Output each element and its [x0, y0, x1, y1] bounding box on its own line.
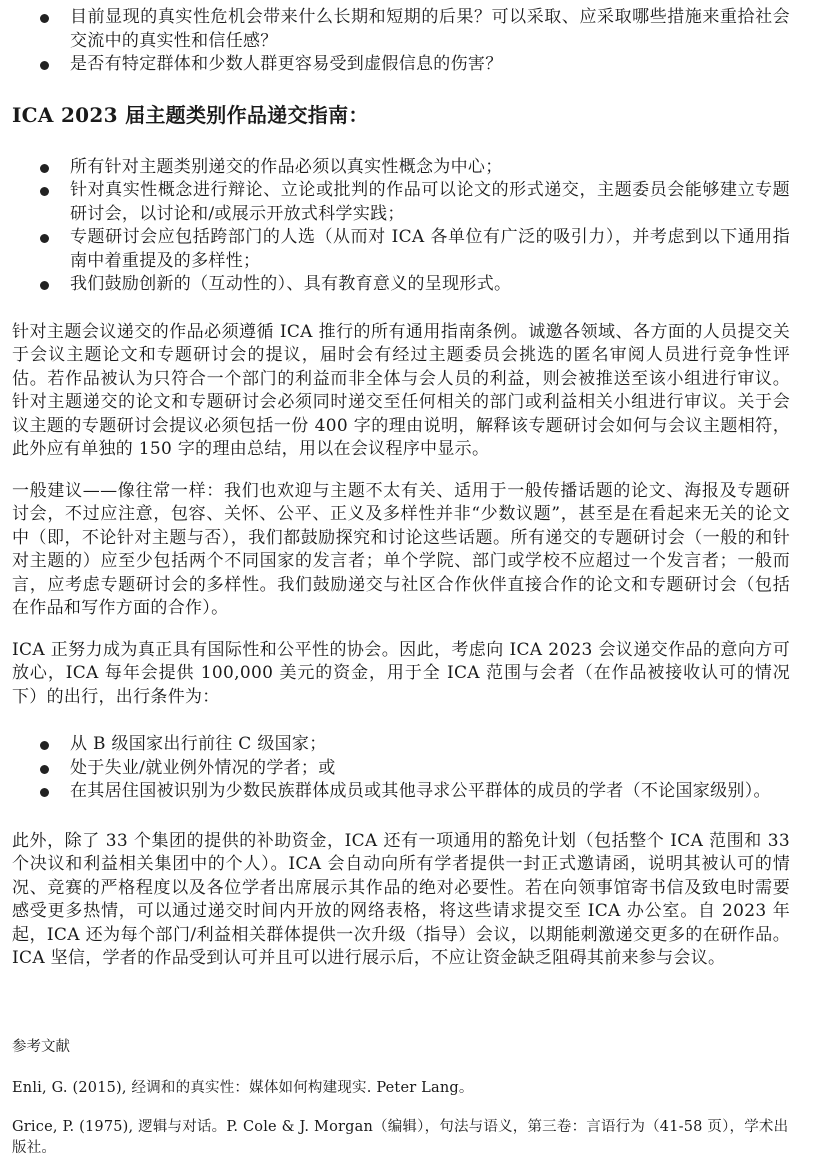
paragraph-travel-funding: ICA 正努力成为真正具有国际性和公平性的协会。因此，考虑向 ICA 2023 会议递交作品的意向方可放心，ICA 每年会提供 100,000 美元的资金，用于全 ICA 范围与会者（在作品被接收认可的情况下）的出行，出行条件为： [12, 639, 790, 707]
list-item: 我们鼓励创新的（互动性的）、具有教育意义的呈现形式。 [34, 273, 790, 297]
guidelines-list [12, 156, 790, 297]
list-item: 从 B 级国家出行前往 C 级国家； [34, 733, 790, 757]
list-item: 是否有特定群体和少数人群更容易受到虚假信息的伤害？ [34, 53, 790, 77]
paragraph-waiver-program: 此外，除了 33 个集团的提供的补助资金，ICA 还有一项通用的豁免计划（包括整个 ICA 范围和 33 个决议和利益相关集团中的个人）。ICA 会自动向所有学者提供一封正式邀请函，说明其被认可的情况、竞赛的严格程度以及各位学者出席展示其作品的绝对必要性。若在向领事馆寄书信及致电时需要感受更多热情，可以通过递交时间内开放的网络表格，将这些请求提交至 ICA 办公室。自 2023 年起，ICA 还为每个部门/利益相关群体提供一次升级（指导）会议，以期能刺激递交更多的在研作品。ICA 坚信，学者的作品受到认可并且可以进行展示后，不应让资金缺乏阻碍其前来参与会议。 [12, 830, 790, 968]
paragraph-general-advice: 一般建议——像往常一样：我们也欢迎与主题不太有关、适用于一般传播话题的论文、海报及专题研讨会，不过应注意，包容、关怀、公平、正义及多样性并非“少数议题”，甚至是在看起来无关的论文中（即，不论针对主题与否），我们都鼓励探究和讨论这些话题。所有递交的专题研讨会（一般的和针对主题的）应至少包括两个不同国家的发言者；单个学院、部门或学校不应超过一个发言者；一般而言，应考虑专题研讨会的多样性。我们鼓励递交与社区合作伙伴直接合作的论文和专题研讨会（包括在作品和写作方面的合作）。 [12, 480, 790, 618]
conditions-list [12, 733, 790, 804]
list-item: 在其居住国被识别为少数民族群体成员或其他寻求公平群体的成员的学者（不论国家级别）。 [34, 780, 790, 804]
list-item: 专题研讨会应包括跨部门的人选（从而对 ICA 各单位有广泛的吸引力），并考虑到以下通用指南中着重提及的多样性； [34, 226, 790, 273]
list-item: 目前显现的真实性危机会带来什么长期和短期的后果？可以采取、应采取哪些措施来重拾社会交流中的真实性和信任感？ [34, 6, 790, 53]
reference-item: Grice, P. (1975), 逻辑与对话。P. Cole & J. Morgan（编辑），句法与语义，第三卷：言语行为（41-58 页），学术出版社。 [12, 1118, 789, 1156]
references-heading: 参考文献 [12, 1038, 70, 1055]
list-item: 所有针对主题类别递交的作品必须以真实性概念为中心； [34, 156, 790, 180]
list-item: 处于失业/就业例外情况的学者；或 [34, 757, 790, 781]
question-list [12, 6, 790, 77]
section-heading: ICA 2023 届主题类别作品递交指南： [12, 102, 369, 127]
paragraph-submission-rules: 针对主题会议递交的作品必须遵循 ICA 推行的所有通用指南条例。诚邀各领域、各方面的人员提交关于会议主题论文和专题研讨会的提议，届时会有经过主题委员会挑选的匿名审阅人员进行竞争性评估。若作品被认为只符合一个部门的利益而非全体与会人员的利益，则会被推送至该小组进行审议。针对主题递交的论文和专题研讨会必须同时递交至任何相关的部门或利益相关小组进行审议。关于会议主题的专题研讨会提议必须包括一份 400 字的理由说明，解释该专题研讨会如何与会议主题相符，此外应有单独的 150 字的理由总结，用以在会议程序中显示。 [12, 321, 790, 459]
list-item: 针对真实性概念进行辩论、立论或批判的作品可以论文的形式递交，主题委员会能够建立专题研讨会，以讨论和/或展示开放式科学实践； [34, 179, 790, 226]
reference-item: Enli, G. (2015), 经调和的真实性：媒体如何构建现实. Peter Lang。 [12, 1079, 474, 1096]
